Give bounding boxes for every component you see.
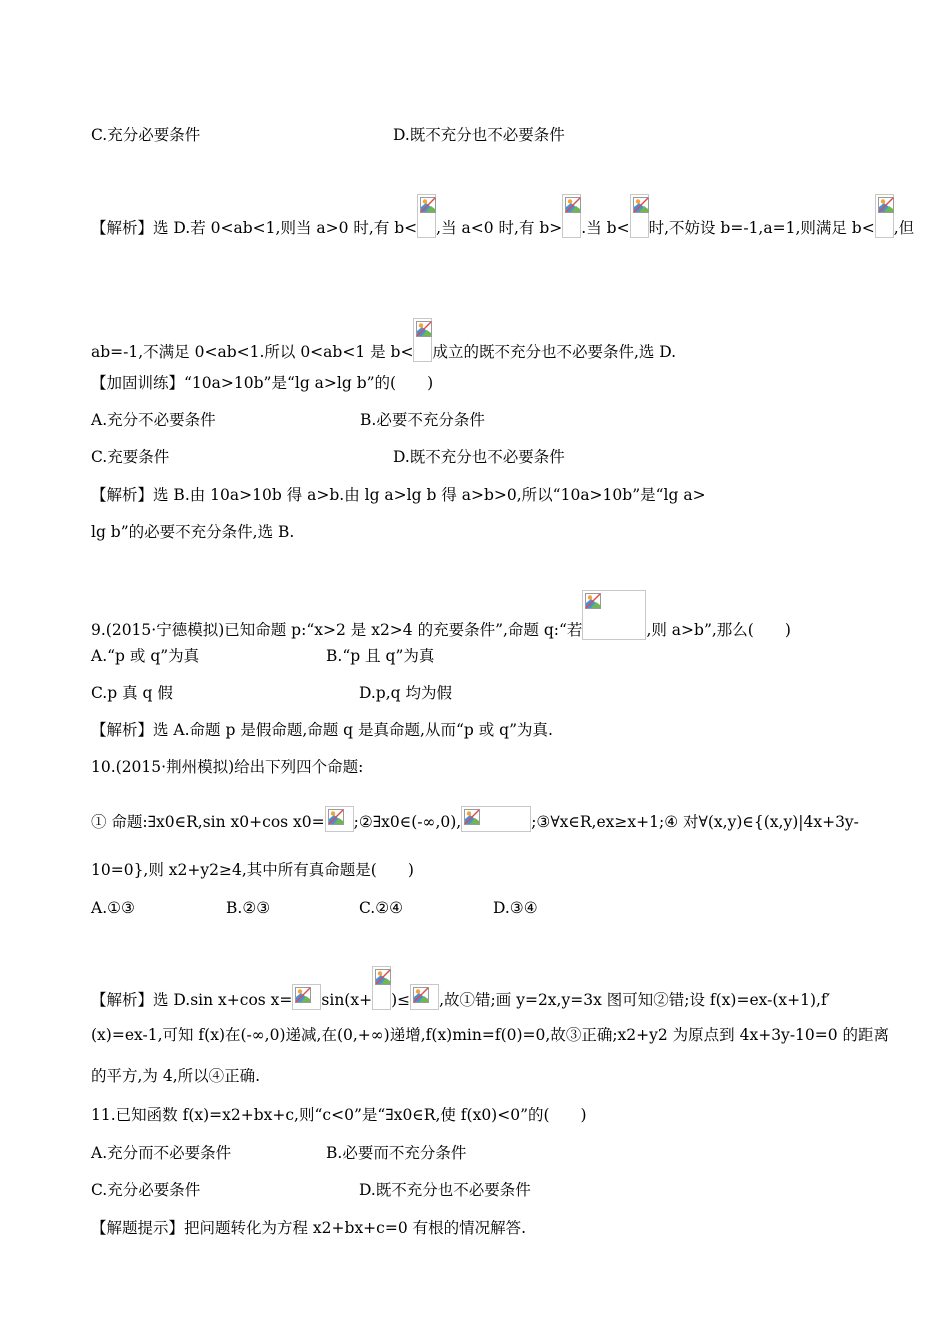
q8-solution-line-2: [91, 318, 676, 362]
broken-image-icon: [630, 194, 649, 238]
broken-image-icon: [562, 194, 581, 238]
picture-icon: [878, 197, 894, 213]
broken-image-icon: [417, 194, 436, 238]
solution-text: )≤: [391, 991, 411, 1009]
q9-option-b: B.“p 且 q”为真: [326, 647, 435, 665]
solution-text: 【解析】选 D.sin x+cos x=: [91, 991, 293, 1009]
q11-option-c: C.充分必要条件: [91, 1181, 201, 1199]
q11-option-d: D.既不充分也不必要条件: [359, 1181, 531, 1199]
drill-option-c: C.充要条件: [91, 448, 170, 466]
drill-solution-line-2: lg b”的必要不充分条件,选 B.: [91, 523, 295, 541]
drill-solution-line-1: 【解析】选 B.由 10a>10b 得 a>b.由 lg a>lg b 得 a>b>0,所以“10a>10b”是“lg a>: [91, 486, 706, 504]
q10-line-2: 10=0},则 x2+y2≥4,其中所有真命题是( ): [91, 861, 414, 879]
picture-icon: [413, 987, 429, 1003]
picture-icon: [420, 197, 436, 213]
q10-option-b: B.②③: [226, 899, 271, 917]
q8-solution-line-1: [91, 194, 914, 238]
picture-icon: [295, 987, 311, 1003]
q10-solution-line-2: (x)=ex-1,可知 f(x)在(-∞,0)递减,在(0,+∞)递增,f(x)min=f(0)=0,故③正确;x2+y2 为原点到 4x+3y-10=0 的距离: [91, 1026, 890, 1044]
question-text: ;②∃x0∈(-∞,0),: [353, 813, 462, 831]
q11-hint: 【解题提示】把问题转化为方程 x2+bx+c=0 有根的情况解答.: [91, 1219, 527, 1237]
q10-option-a: A.①③: [91, 899, 135, 917]
picture-icon: [585, 593, 601, 609]
solution-text: sin(x+: [321, 991, 373, 1009]
picture-icon: [565, 197, 581, 213]
question-text: 9.(2015·宁德模拟)已知命题 p:“x>2 是 x2>4 的充要条件”,命题 q:“若: [91, 621, 583, 639]
drill-option-a: A.充分不必要条件: [91, 411, 216, 429]
broken-image-icon: [875, 194, 894, 238]
solution-text: 时,不妨设 b=-1,a=1,则满足 b<: [648, 219, 875, 237]
q9-option-a: A.“p 或 q”为真: [91, 647, 200, 665]
solution-text: .当 b<: [581, 219, 630, 237]
q10-solution-line-3: 的平方,为 4,所以④正确.: [91, 1067, 261, 1085]
q8-option-d: D.既不充分也不必要条件: [393, 126, 565, 144]
drill-option-d: D.既不充分也不必要条件: [393, 448, 565, 466]
q8-option-c: C.充分必要条件: [91, 126, 201, 144]
broken-image-icon: [325, 806, 354, 832]
q10-solution-line-1: [91, 966, 830, 1010]
picture-icon: [328, 809, 344, 825]
broken-image-icon: [461, 806, 531, 832]
picture-icon: [464, 809, 480, 825]
broken-image-icon: [410, 984, 439, 1010]
q10-stem: 10.(2015·荆州模拟)给出下列四个命题:: [91, 758, 364, 776]
picture-icon: [633, 197, 649, 213]
q9-stem: [91, 590, 791, 640]
solution-text: ab=-1,不满足 0<ab<1.所以 0<ab<1 是 b<: [91, 343, 414, 361]
broken-image-icon: [372, 966, 391, 1010]
solution-text: 成立的既不充分也不必要条件,选 D.: [432, 343, 677, 361]
q10-option-c: C.②④: [359, 899, 404, 917]
picture-icon: [375, 969, 391, 985]
question-text: ,则 a>b”,那么( ): [646, 621, 791, 639]
drill-stem: 【加固训练】“10a>10b”是“lg a>lg b”的( ): [91, 374, 434, 392]
question-text: ① 命题:∃x0∈R,sin x0+cos x0=: [91, 813, 325, 831]
q9-option-d: D.p,q 均为假: [359, 684, 453, 702]
picture-icon: [416, 321, 432, 337]
q9-solution: 【解析】选 A.命题 p 是假命题,命题 q 是真命题,从而“p 或 q”为真.: [91, 721, 553, 739]
broken-image-icon: [582, 590, 646, 640]
solution-text: ,当 a<0 时,有 b>: [436, 219, 563, 237]
broken-image-icon: [413, 318, 432, 362]
q10-option-d: D.③④: [493, 899, 538, 917]
q9-option-c: C.p 真 q 假: [91, 684, 173, 702]
q10-line-1: [91, 806, 859, 832]
solution-text: ,故①错;画 y=2x,y=3x 图可知②错;设 f(x)=ex-(x+1),f′: [439, 991, 831, 1009]
q11-option-b: B.必要而不充分条件: [326, 1144, 467, 1162]
broken-image-icon: [292, 984, 321, 1010]
q11-option-a: A.充分而不必要条件: [91, 1144, 232, 1162]
drill-option-b: B.必要不充分条件: [360, 411, 485, 429]
solution-text: 【解析】选 D.若 0<ab<1,则当 a>0 时,有 b<: [91, 219, 418, 237]
question-text: ;③∀x∈R,ex≥x+1;④ 对∀(x,y)∈{(x,y)|4x+3y-: [531, 813, 859, 831]
q11-stem: 11.已知函数 f(x)=x2+bx+c,则“c<0”是“∃x0∈R,使 f(x0)<0”的( ): [91, 1106, 587, 1124]
solution-text: ,但: [893, 219, 915, 237]
